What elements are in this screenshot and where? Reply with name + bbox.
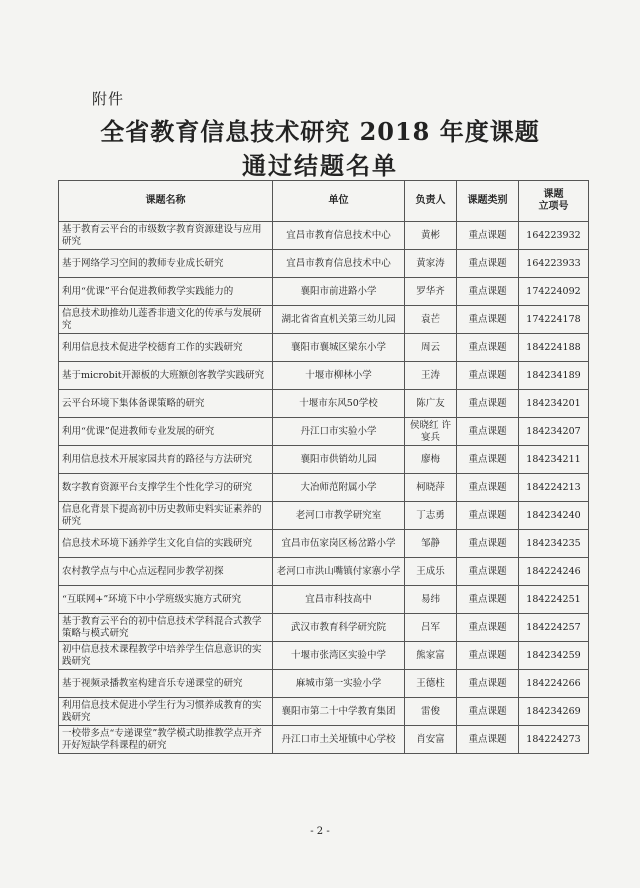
person-cell: 廖梅 [405, 446, 457, 474]
category-cell: 重点课题 [457, 250, 519, 278]
unit-cell: 武汉市教育科学研究院 [273, 614, 405, 642]
column-header-name: 课题名称 [59, 181, 273, 222]
table-row [59, 586, 589, 614]
table-row [59, 726, 589, 754]
table-row [59, 418, 589, 446]
project-number-cell: 184224257 [519, 614, 589, 642]
project-number-cell: 184234207 [519, 418, 589, 446]
project-number-cell: 184234240 [519, 502, 589, 530]
project-number-cell: 184224251 [519, 586, 589, 614]
person-cell: 熊家富 [405, 642, 457, 670]
attachment-label: 附件 [92, 90, 125, 108]
unit-cell: 宜昌市教育信息技术中心 [273, 222, 405, 250]
page-number: - 2 - [310, 826, 330, 837]
project-name-cell: 基于microbit开源板的大班额创客教学实践研究 [59, 362, 273, 390]
person-cell: 王涛 [405, 362, 457, 390]
unit-cell: 老河口市教学研究室 [273, 502, 405, 530]
person-cell: 陈广友 [405, 390, 457, 418]
project-number-cell: 184234201 [519, 390, 589, 418]
project-number-cell: 184224188 [519, 334, 589, 362]
page-subtitle: 通过结题名单 [242, 151, 398, 180]
project-name-cell: 信息化背景下提高初中历史教师史料实证素养的研究 [59, 502, 273, 530]
column-header-person: 负责人 [405, 181, 457, 222]
table-row [59, 642, 589, 670]
project-number-cell: 164223933 [519, 250, 589, 278]
category-cell: 重点课题 [457, 474, 519, 502]
project-number-cell: 184224266 [519, 670, 589, 698]
person-cell: 肖安富 [405, 726, 457, 754]
person-cell: 吕军 [405, 614, 457, 642]
unit-cell: 大冶师范附属小学 [273, 474, 405, 502]
project-name-cell: 基于网络学习空间的教师专业成长研究 [59, 250, 273, 278]
project-name-cell: 初中信息技术课程教学中培养学生信息意识的实践研究 [59, 642, 273, 670]
table-row [59, 222, 589, 250]
project-name-cell: 基于视频录播教室构建音乐专递课堂的研究 [59, 670, 273, 698]
table-row [59, 446, 589, 474]
category-cell: 重点课题 [457, 278, 519, 306]
table-row [59, 362, 589, 390]
unit-cell: 襄阳市襄城区梁东小学 [273, 334, 405, 362]
column-header-unit: 单位 [273, 181, 405, 222]
person-cell: 丁志勇 [405, 502, 457, 530]
table-row [59, 614, 589, 642]
project-number-cell: 184234259 [519, 642, 589, 670]
project-number-cell: 184234269 [519, 698, 589, 726]
unit-cell: 宜昌市伍家岗区杨岔路小学 [273, 530, 405, 558]
unit-cell: 襄阳市前进路小学 [273, 278, 405, 306]
project-name-cell: 利用信息技术促进小学生行为习惯养成教育的实践研究 [59, 698, 273, 726]
project-name-cell: 云平台环境下集体备课策略的研究 [59, 390, 273, 418]
unit-cell: 十堰市柳林小学 [273, 362, 405, 390]
unit-cell: 宜昌市教育信息技术中心 [273, 250, 405, 278]
unit-cell: 十堰市张湾区实验中学 [273, 642, 405, 670]
project-number-cell: 164223932 [519, 222, 589, 250]
table-header-row [59, 181, 589, 222]
project-name-cell: 农村教学点与中心点远程同步教学初探 [59, 558, 273, 586]
unit-cell: 宜昌市科技高中 [273, 586, 405, 614]
person-cell: 罗华齐 [405, 278, 457, 306]
category-cell: 重点课题 [457, 698, 519, 726]
column-header-number-line1: 课题 [543, 189, 564, 200]
project-number-cell: 174224092 [519, 278, 589, 306]
project-number-cell: 174224178 [519, 306, 589, 334]
project-name-cell: 基于教育云平台的初中信息技术学科混合式教学策略与模式研究 [59, 614, 273, 642]
person-cell: 黄彬 [405, 222, 457, 250]
project-number-cell: 184224213 [519, 474, 589, 502]
unit-cell: 麻城市第一实验小学 [273, 670, 405, 698]
project-name-cell: 利用信息技术开展家园共育的路径与方法研究 [59, 446, 273, 474]
project-number-cell: 184234211 [519, 446, 589, 474]
unit-cell: 十堰市东风50学校 [273, 390, 405, 418]
unit-cell: 襄阳市第二十中学教育集团 [273, 698, 405, 726]
table-row [59, 250, 589, 278]
table-row [59, 306, 589, 334]
person-cell: 侯晓红 许宴兵 [405, 418, 457, 446]
project-list-table [58, 180, 589, 754]
project-number-cell: 184234235 [519, 530, 589, 558]
project-name-cell: 利用信息技术促进学校德育工作的实践研究 [59, 334, 273, 362]
person-cell: 王德柱 [405, 670, 457, 698]
table-row [59, 474, 589, 502]
category-cell: 重点课题 [457, 418, 519, 446]
unit-cell: 湖北省省直机关第三幼儿园 [273, 306, 405, 334]
unit-cell: 丹江口市实验小学 [273, 418, 405, 446]
category-cell: 重点课题 [457, 726, 519, 754]
table-row [59, 334, 589, 362]
project-number-cell: 184234189 [519, 362, 589, 390]
person-cell: 周云 [405, 334, 457, 362]
table-row [59, 530, 589, 558]
project-name-cell: 数字教育资源平台支撑学生个性化学习的研究 [59, 474, 273, 502]
column-header-number-line2: 立项号 [538, 201, 569, 212]
project-number-cell: 184224273 [519, 726, 589, 754]
table-row [59, 670, 589, 698]
table-row [59, 698, 589, 726]
category-cell: 重点课题 [457, 670, 519, 698]
category-cell: 重点课题 [457, 530, 519, 558]
table-row [59, 278, 589, 306]
person-cell: 易纬 [405, 586, 457, 614]
project-name-cell: 一校带多点“专递课堂”教学模式助推教学点开齐开好短缺学科课程的研究 [59, 726, 273, 754]
project-name-cell: 信息技术环境下涵养学生文化自信的实践研究 [59, 530, 273, 558]
person-cell: 邹静 [405, 530, 457, 558]
category-cell: 重点课题 [457, 614, 519, 642]
table-row [59, 390, 589, 418]
project-name-cell: “互联网+”环境下中小学班级实施方式研究 [59, 586, 273, 614]
person-cell: 柯晓萍 [405, 474, 457, 502]
project-name-cell: 信息技术助推幼儿莲香非遗文化的传承与发展研究 [59, 306, 273, 334]
person-cell: 王成乐 [405, 558, 457, 586]
column-header-type: 课题类别 [457, 181, 519, 222]
category-cell: 重点课题 [457, 642, 519, 670]
unit-cell: 襄阳市供销幼儿园 [273, 446, 405, 474]
category-cell: 重点课题 [457, 390, 519, 418]
project-name-cell: 利用“优课”促进教师专业发展的研究 [59, 418, 273, 446]
category-cell: 重点课题 [457, 502, 519, 530]
category-cell: 重点课题 [457, 222, 519, 250]
category-cell: 重点课题 [457, 446, 519, 474]
table-row [59, 502, 589, 530]
project-name-cell: 基于教育云平台的市级数字教育资源建设与应用研究 [59, 222, 273, 250]
column-header-number [519, 181, 589, 222]
category-cell: 重点课题 [457, 306, 519, 334]
table-row [59, 558, 589, 586]
unit-cell: 丹江口市土关垭镇中心学校 [273, 726, 405, 754]
person-cell: 黄家涛 [405, 250, 457, 278]
project-name-cell: 利用“优课”平台促进教师教学实践能力的 [59, 278, 273, 306]
project-number-cell: 184224246 [519, 558, 589, 586]
category-cell: 重点课题 [457, 334, 519, 362]
person-cell: 袁芒 [405, 306, 457, 334]
person-cell: 雷俊 [405, 698, 457, 726]
page-title: 全省教育信息技术研究 2018 年度课题 [100, 117, 540, 146]
unit-cell: 老河口市洪山嘴镇付家寨小学 [273, 558, 405, 586]
category-cell: 重点课题 [457, 586, 519, 614]
category-cell: 重点课题 [457, 558, 519, 586]
category-cell: 重点课题 [457, 362, 519, 390]
